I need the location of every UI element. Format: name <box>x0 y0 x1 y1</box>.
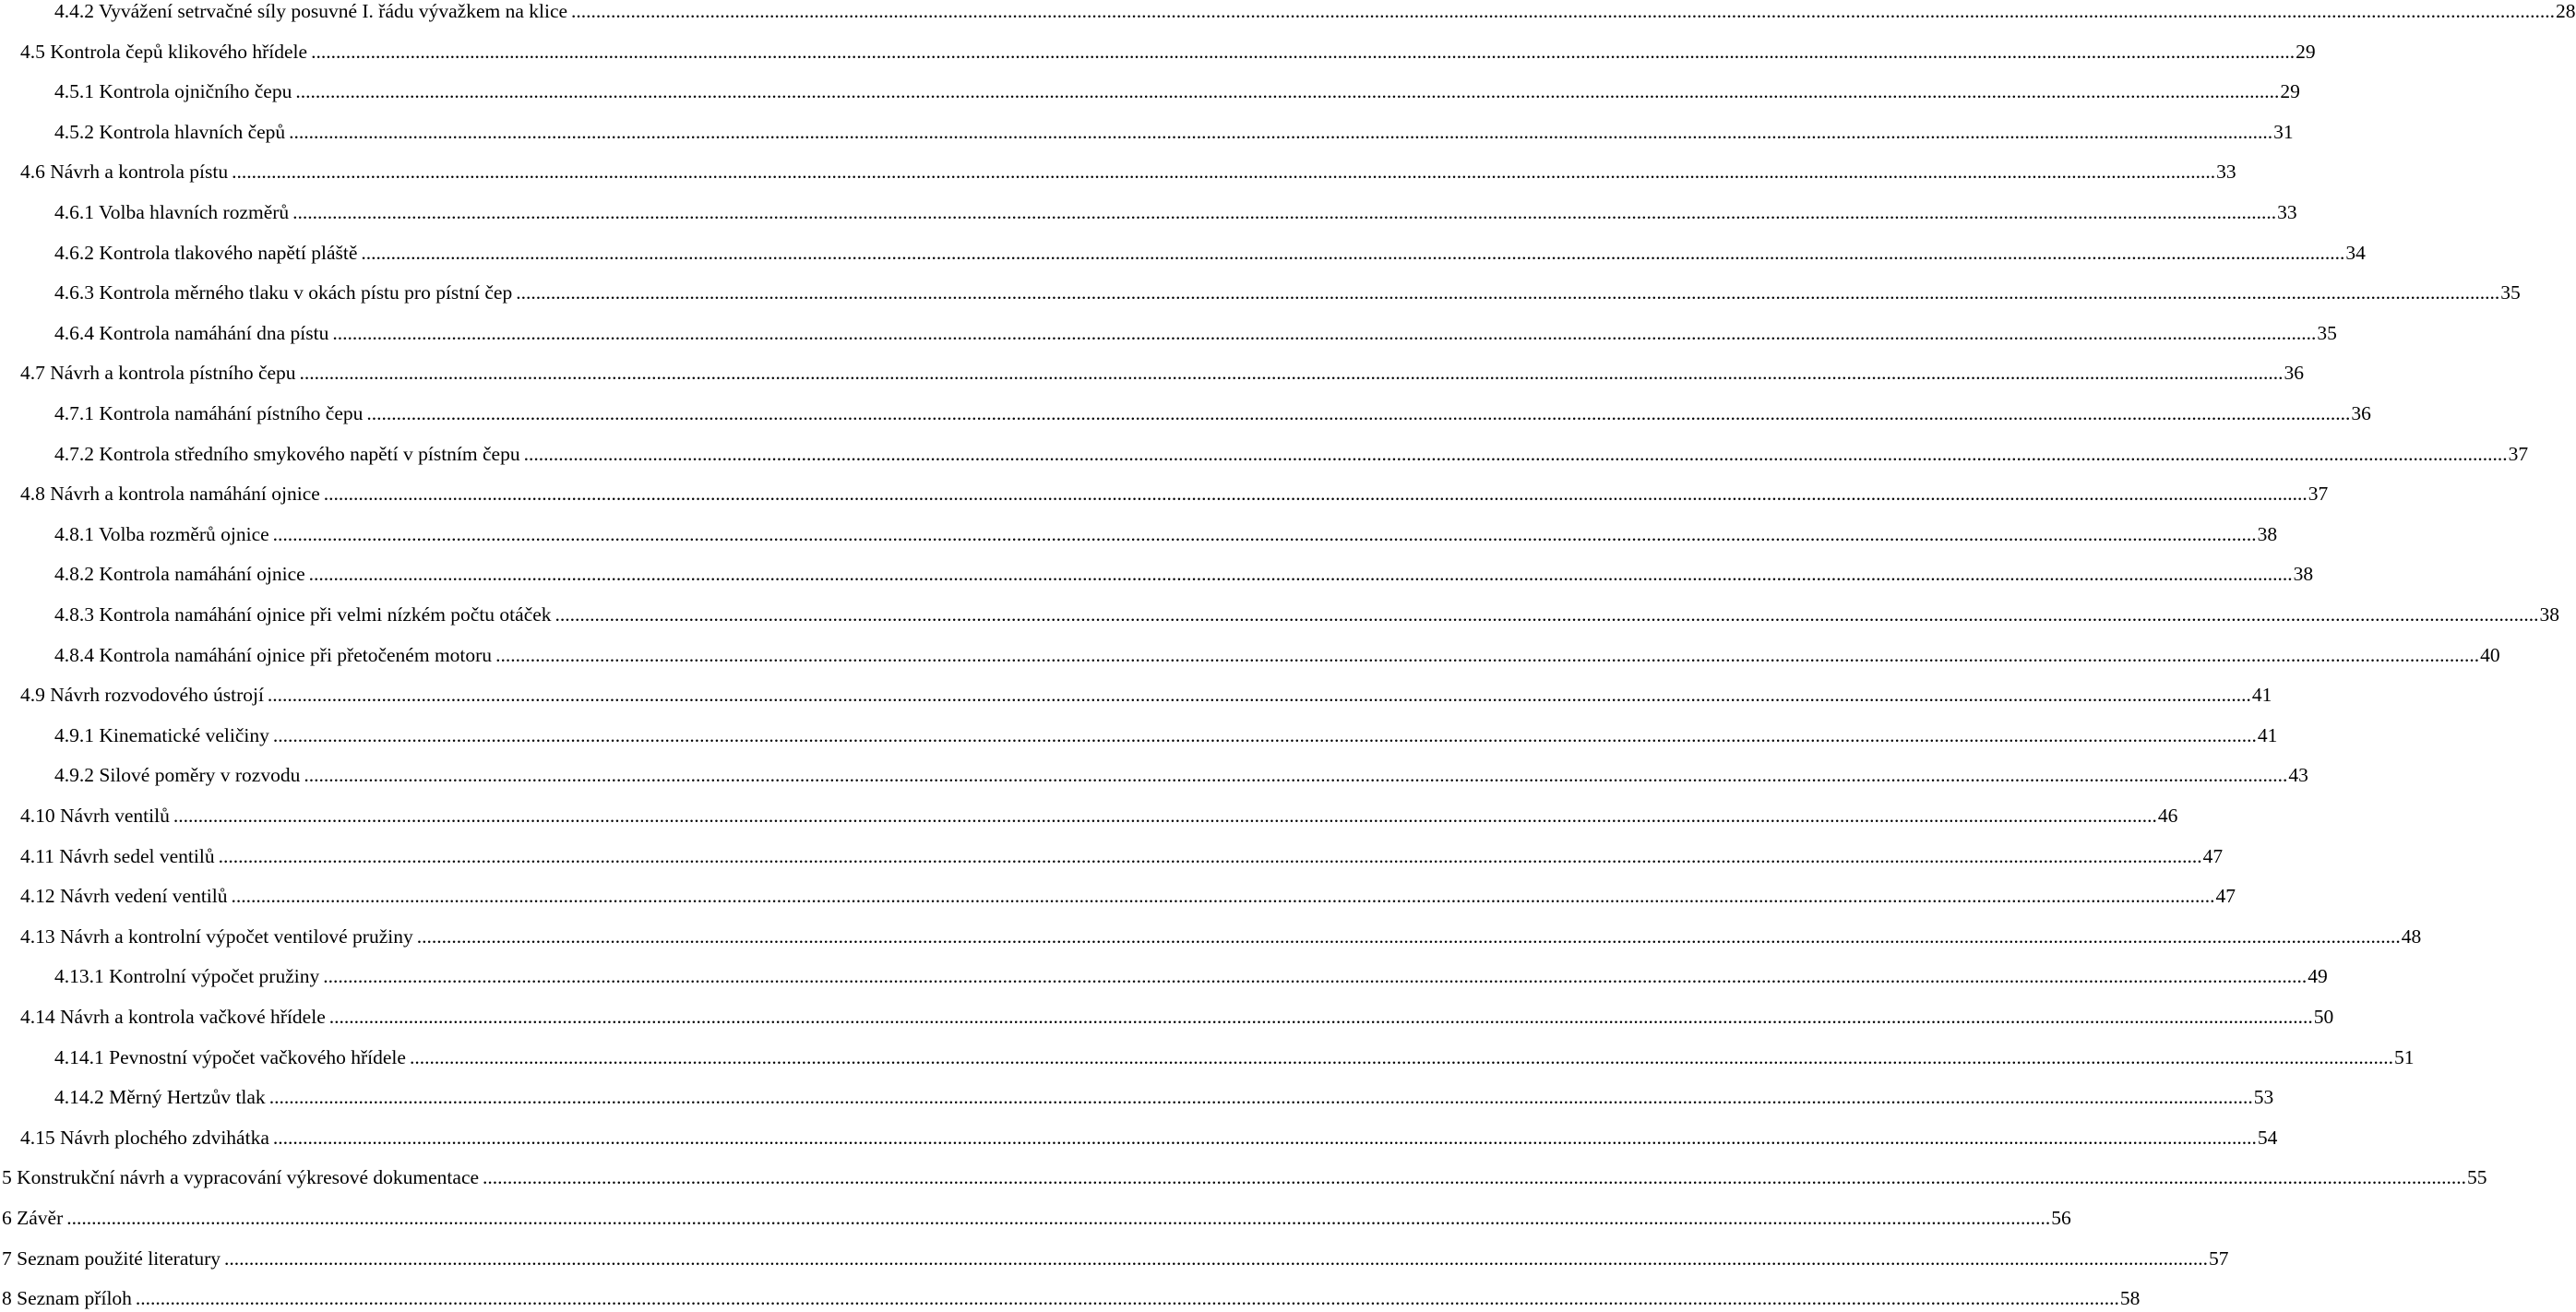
toc-page-number: 29 <box>2280 80 2300 103</box>
toc-entry[interactable] <box>20 359 2305 387</box>
toc-entry[interactable] <box>20 882 2236 910</box>
toc-page-number: 49 <box>2308 965 2328 988</box>
toc-entry-title: 4.13.1 Kontrolní výpočet pružiny <box>54 965 320 988</box>
toc-page-number: 58 <box>2119 1287 2141 1310</box>
toc-page-number: 41 <box>2257 723 2278 746</box>
toc-dot-leader: ................................................................................................................................................................................................................................................................................................................................................................................................................ <box>483 1166 2467 1189</box>
toc-page-number: 33 <box>2216 161 2236 184</box>
toc-dot-leader: ................................................................................................................................................................................................................................................................................................................................................................................................................ <box>323 965 2308 988</box>
toc-entry[interactable] <box>20 1003 2334 1031</box>
toc-entry[interactable] <box>54 279 2521 306</box>
toc-entry[interactable] <box>54 319 2337 347</box>
toc-dot-leader: ................................................................................................................................................................................................................................................................................................................................................................................................................ <box>308 563 2293 586</box>
toc-entry[interactable] <box>54 1083 2274 1111</box>
toc-page-number: 35 <box>2500 281 2521 304</box>
toc-dot-leader: ................................................................................................................................................................................................................................................................................................................................................................................................................ <box>366 402 2351 424</box>
toc-page-number: 36 <box>2351 402 2371 424</box>
toc-entry[interactable] <box>54 78 2300 105</box>
toc-entry[interactable] <box>54 118 2294 146</box>
toc-entry-title: 4.7 Návrh a kontrola pístního čepu <box>20 362 296 385</box>
toc-entry-title: 4.5.2 Kontrola hlavních čepů <box>54 120 286 143</box>
toc-dot-leader: ................................................................................................................................................................................................................................................................................................................................................................................................................ <box>231 885 2215 908</box>
toc-dot-leader: ................................................................................................................................................................................................................................................................................................................................................................................................................ <box>523 442 2508 465</box>
toc-dot-leader: ................................................................................................................................................................................................................................................................................................................................................................................................................ <box>555 603 2539 626</box>
toc-entry-title: 4.10 Návrh ventilů <box>20 805 170 827</box>
toc-page-number: 38 <box>2293 563 2314 586</box>
toc-entry[interactable] <box>54 601 2560 628</box>
toc-entry-title: 4.9.1 Kinematické veličiny <box>54 723 269 746</box>
toc-dot-leader: ................................................................................................................................................................................................................................................................................................................................................................................................................ <box>328 1006 2313 1028</box>
toc-entry-title: 4.7.1 Kontrola namáhání pístního čepu <box>54 402 364 424</box>
toc-dot-leader: ................................................................................................................................................................................................................................................................................................................................................................................................................ <box>272 1126 2257 1149</box>
toc-dot-leader: ................................................................................................................................................................................................................................................................................................................................................................................................................ <box>295 80 2280 103</box>
toc-page-number: 51 <box>2393 1045 2415 1068</box>
toc-entry-title: 4.12 Návrh vedení ventilů <box>20 885 228 908</box>
toc-page-number: 57 <box>2209 1246 2229 1270</box>
toc-entry[interactable] <box>54 239 2366 267</box>
toc-dot-leader: ................................................................................................................................................................................................................................................................................................................................................................................................................ <box>268 1086 2253 1109</box>
toc-dot-leader: ................................................................................................................................................................................................................................................................................................................................................................................................................ <box>361 241 2345 264</box>
toc-entry-title: 4.6 Návrh a kontrola pístu <box>20 161 229 184</box>
toc-entry-title: 4.11 Návrh sedel ventilů <box>20 844 215 867</box>
toc-dot-leader: ................................................................................................................................................................................................................................................................................................................................................................................................................ <box>409 1045 2393 1068</box>
toc-dot-leader: ................................................................................................................................................................................................................................................................................................................................................................................................................ <box>292 201 2277 223</box>
toc-entry[interactable] <box>54 722 2278 749</box>
toc-page-number: 47 <box>2202 844 2224 867</box>
toc-dot-leader: ................................................................................................................................................................................................................................................................................................................................................................................................................ <box>516 281 2500 304</box>
toc-entry-title: 4.15 Návrh plochého zdvihátka <box>20 1126 269 1149</box>
toc-dot-leader: ................................................................................................................................................................................................................................................................................................................................................................................................................ <box>66 1207 2051 1229</box>
toc-entry-title: 6 Závěr <box>2 1207 64 1229</box>
toc-entry[interactable] <box>54 198 2297 226</box>
toc-entry-title: 4.14 Návrh a kontrola vačkové hřídele <box>20 1006 326 1028</box>
toc-entry[interactable] <box>20 842 2224 870</box>
toc-page-number: 53 <box>2253 1086 2274 1109</box>
toc-entry[interactable] <box>20 480 2329 507</box>
toc-entry[interactable] <box>54 962 2328 990</box>
toc-page-number: 37 <box>2508 442 2529 465</box>
toc-page-number: 40 <box>2480 643 2500 666</box>
toc-entry[interactable] <box>20 681 2272 709</box>
toc-entry[interactable] <box>20 802 2178 829</box>
toc-page-number: 55 <box>2467 1166 2487 1189</box>
toc-page-number: 47 <box>2215 885 2236 908</box>
toc-page-number: 29 <box>2296 40 2316 63</box>
toc-page-number: 43 <box>2288 764 2308 787</box>
toc-dot-leader: ................................................................................................................................................................................................................................................................................................................................................................................................................ <box>272 522 2257 545</box>
toc-entry-title: 4.4.2 Vyvážení setrvačné síly posuvné I. řádu vývažkem na klice <box>54 0 568 22</box>
toc-entry-title: 4.5.1 Kontrola ojničního čepu <box>54 80 292 103</box>
toc-dot-leader: ................................................................................................................................................................................................................................................................................................................................................................................................................ <box>224 1246 2209 1270</box>
toc-dot-leader: ................................................................................................................................................................................................................................................................................................................................................................................................................ <box>332 321 2317 344</box>
toc-entry-title: 4.6.2 Kontrola tlakového napětí pláště <box>54 241 358 264</box>
toc-dot-leader: ................................................................................................................................................................................................................................................................................................................................................................................................................ <box>289 120 2273 143</box>
toc-dot-leader: ................................................................................................................................................................................................................................................................................................................................................................................................................ <box>299 362 2284 385</box>
toc-dot-leader: ................................................................................................................................................................................................................................................................................................................................................................................................................ <box>267 684 2251 707</box>
toc-entry[interactable] <box>54 520 2278 548</box>
toc-dot-leader: ................................................................................................................................................................................................................................................................................................................................................................................................................ <box>323 483 2308 506</box>
toc-entry-title: 4.9 Návrh rozvodového ústrojí <box>20 684 264 707</box>
toc-page-number: 54 <box>2257 1126 2278 1149</box>
toc-entry[interactable] <box>54 0 2576 25</box>
toc-entry-title: 4.5 Kontrola čepů klikového hřídele <box>20 40 308 63</box>
toc-entry[interactable] <box>20 158 2236 185</box>
toc-entry[interactable] <box>54 440 2529 468</box>
toc-entry-title: 4.14.2 Měrný Hertzův tlak <box>54 1086 266 1109</box>
toc-dot-leader: ................................................................................................................................................................................................................................................................................................................................................................................................................ <box>416 924 2401 948</box>
toc-entry-title: 4.8.3 Kontrola namáhání ojnice při velmi nízkém počtu otáček <box>54 603 552 626</box>
toc-entry[interactable] <box>20 38 2316 66</box>
toc-entry-title: 4.9.2 Silové poměry v rozvodu <box>54 764 301 787</box>
toc-page-number: 33 <box>2277 201 2297 223</box>
toc-dot-leader: ................................................................................................................................................................................................................................................................................................................................................................................................................ <box>304 764 2288 787</box>
toc-entry-title: 7 Seznam použité literatury <box>2 1246 221 1270</box>
toc-entry[interactable] <box>2 1245 2229 1272</box>
toc-dot-leader: ................................................................................................................................................................................................................................................................................................................................................................................................................ <box>218 844 2202 867</box>
toc-page-number: 36 <box>2284 362 2305 385</box>
toc-entry-title: 4.6.3 Kontrola měrného tlaku v okách pístu pro pístní čep <box>54 281 513 304</box>
toc-entry[interactable] <box>54 1044 2415 1071</box>
toc-entry-title: 4.8.2 Kontrola namáhání ojnice <box>54 563 305 586</box>
toc-page-number: 56 <box>2051 1207 2071 1229</box>
toc-entry-title: 4.14.1 Pevnostní výpočet vačkového hřídele <box>54 1045 406 1068</box>
toc-entry[interactable] <box>20 1124 2278 1151</box>
toc-page-number: 38 <box>2539 603 2560 626</box>
toc-entry[interactable] <box>54 641 2500 669</box>
toc-page-number: 50 <box>2313 1006 2334 1028</box>
toc-entry-title: 4.8.1 Volba rozměrů ojnice <box>54 522 269 545</box>
toc-page-number: 41 <box>2251 684 2272 707</box>
toc-page-number: 28 <box>2556 0 2576 22</box>
toc-entry-title: 4.8 Návrh a kontrola namáhání ojnice <box>20 483 320 506</box>
toc-entry[interactable] <box>54 761 2308 789</box>
toc-dot-leader: ................................................................................................................................................................................................................................................................................................................................................................................................................ <box>135 1287 2119 1310</box>
toc-entry[interactable] <box>2 1284 2141 1312</box>
toc-dot-leader: ................................................................................................................................................................................................................................................................................................................................................................................................................ <box>571 0 2556 22</box>
toc-page-number: 38 <box>2257 522 2278 545</box>
toc-entry-title: 4.6.1 Volba hlavních rozměrů <box>54 201 290 223</box>
toc-entry-title: 4.8.4 Kontrola namáhání ojnice při přetočeném motoru <box>54 643 493 666</box>
toc-page-number: 46 <box>2157 805 2178 827</box>
toc-entry[interactable] <box>54 400 2371 427</box>
toc-page-number: 37 <box>2308 483 2329 506</box>
toc-page-number: 31 <box>2273 120 2294 143</box>
toc-entry[interactable] <box>2 1163 2487 1191</box>
toc-entry-title: 4.7.2 Kontrola středního smykového napětí v pístním čepu <box>54 442 520 465</box>
toc-entry[interactable] <box>20 923 2422 950</box>
toc-entry-title: 4.13 Návrh a kontrolní výpočet ventilové pružiny <box>20 924 413 948</box>
toc-dot-leader: ................................................................................................................................................................................................................................................................................................................................................................................................................ <box>272 723 2257 746</box>
toc-dot-leader: ................................................................................................................................................................................................................................................................................................................................................................................................................ <box>232 161 2216 184</box>
toc-entry-title: 4.6.4 Kontrola namáhání dna pístu <box>54 321 329 344</box>
toc-entry-title: 8 Seznam příloh <box>2 1287 132 1310</box>
toc-page-number: 34 <box>2345 241 2366 264</box>
toc-entry[interactable] <box>54 560 2314 588</box>
toc-dot-leader: ................................................................................................................................................................................................................................................................................................................................................................................................................ <box>173 805 2157 827</box>
toc-dot-leader: ................................................................................................................................................................................................................................................................................................................................................................................................................ <box>495 643 2480 666</box>
toc-entry[interactable] <box>2 1204 2071 1232</box>
toc-page-number: 35 <box>2317 321 2337 344</box>
toc-dot-leader: ................................................................................................................................................................................................................................................................................................................................................................................................................ <box>311 40 2296 63</box>
toc-entry-title: 5 Konstrukční návrh a vypracování výkresové dokumentace <box>2 1166 480 1189</box>
toc-page-number: 48 <box>2401 924 2422 948</box>
